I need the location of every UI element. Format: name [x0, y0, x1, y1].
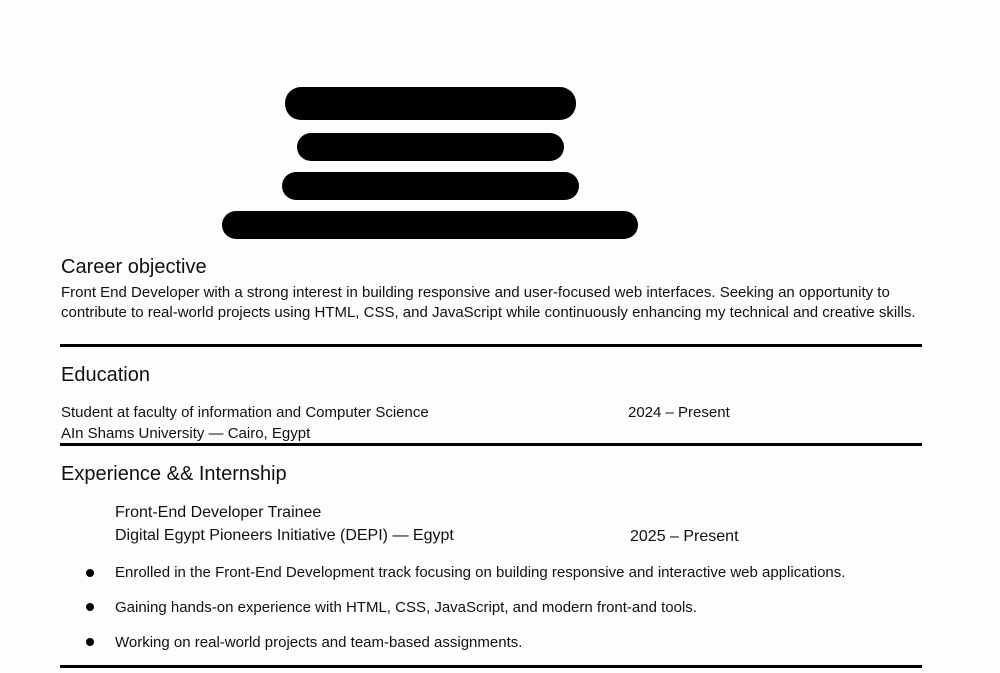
- education-degree: Student at faculty of information and Computer Science: [61, 404, 429, 421]
- redacted-contact-bar-3: [222, 211, 638, 239]
- experience-role: Front-End Developer Trainee: [115, 504, 322, 521]
- bullet-dot: [86, 603, 94, 611]
- experience-bullet: Enrolled in the Front-End Development track focusing on building responsive and interactive web applications.: [115, 564, 846, 581]
- education-dates: 2024 – Present: [628, 404, 730, 421]
- section-divider: [60, 443, 922, 446]
- career-objective-heading: Career objective: [61, 256, 207, 278]
- redacted-contact-bar-1: [297, 133, 564, 161]
- education-heading: Education: [61, 364, 150, 386]
- experience-bullet: Working on real-world projects and team-based assignments.: [115, 634, 523, 651]
- experience-org: Digital Egypt Pioneers Initiative (DEPI) — Egypt: [115, 527, 454, 544]
- experience-dates: 2025 – Present: [630, 528, 739, 545]
- section-divider: [60, 344, 922, 347]
- redacted-name-bar: [285, 87, 576, 120]
- redacted-contact-bar-2: [282, 172, 579, 200]
- experience-bullet: Gaining hands-on experience with HTML, CSS, JavaScript, and modern front-and tools.: [115, 599, 697, 616]
- bullet-dot: [86, 569, 94, 577]
- experience-heading: Experience && Internship: [61, 463, 287, 485]
- section-divider: [60, 665, 922, 668]
- career-objective-text: Front End Developer with a strong interest in building responsive and user-focused web interfaces. Seeking an opportunity to contribute to real-world projects using HTML, CSS, and JavaScript while continuously enhancing my technical and creative skills.: [61, 284, 916, 321]
- bullet-dot: [86, 638, 94, 646]
- education-school: AIn Shams University — Cairo, Egypt: [61, 425, 311, 442]
